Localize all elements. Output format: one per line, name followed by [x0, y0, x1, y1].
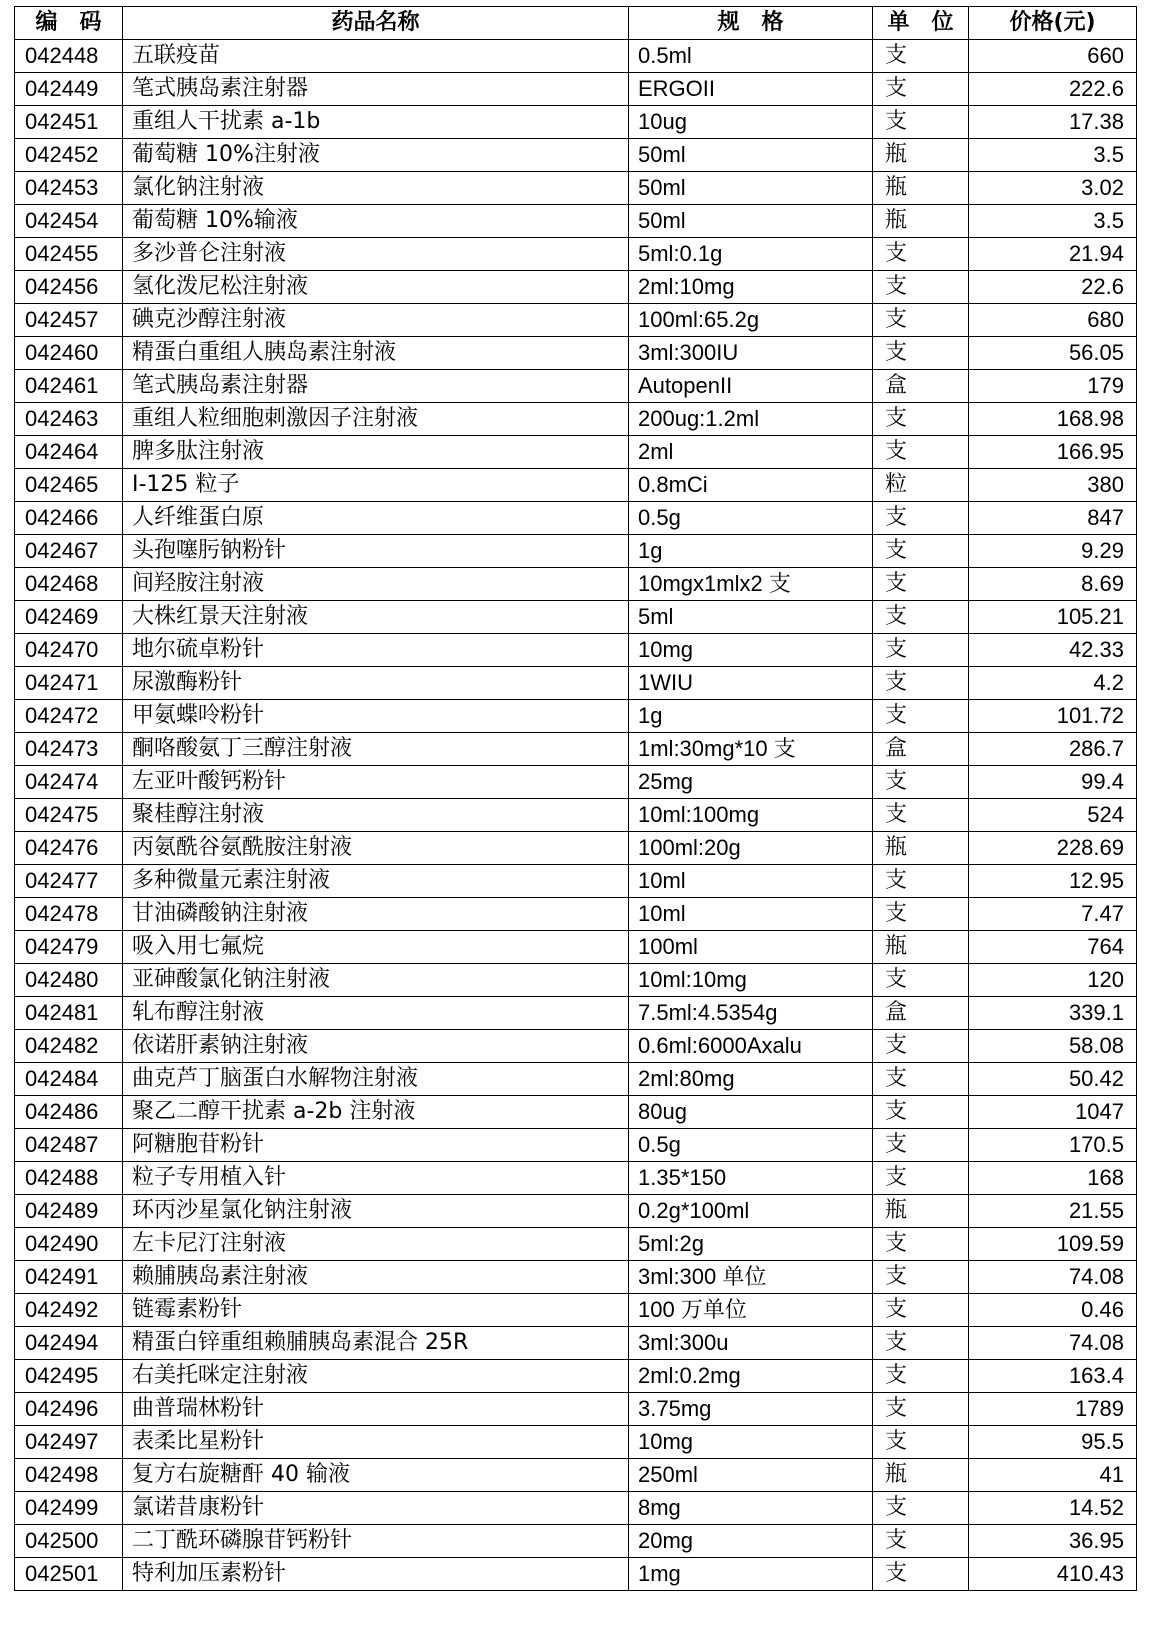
price-sheet — [14, 6, 1136, 1591]
cell-spec: 1g — [629, 700, 873, 733]
cell-code: 042479 — [15, 931, 123, 964]
cell-name: 赖脯胰岛素注射液 — [123, 1261, 629, 1294]
table-row — [15, 1558, 1137, 1591]
cell-spec: 25mg — [629, 766, 873, 799]
table-row — [15, 634, 1137, 667]
table-row — [15, 997, 1137, 1030]
table-row — [15, 172, 1137, 205]
cell-unit: 盒 — [873, 733, 969, 766]
table-header-row — [15, 7, 1137, 40]
cell-name: 笔式胰岛素注射器 — [123, 370, 629, 403]
cell-code: 042457 — [15, 304, 123, 337]
cell-price: 170.5 — [969, 1129, 1137, 1162]
cell-spec: 200ug:1.2ml — [629, 403, 873, 436]
cell-unit: 支 — [873, 502, 969, 535]
cell-spec: 10ml — [629, 898, 873, 931]
table-row — [15, 205, 1137, 238]
cell-code: 042495 — [15, 1360, 123, 1393]
cell-price: 41 — [969, 1459, 1137, 1492]
table-row — [15, 1327, 1137, 1360]
cell-price: 120 — [969, 964, 1137, 997]
cell-name: 甘油磷酸钠注射液 — [123, 898, 629, 931]
cell-price: 0.46 — [969, 1294, 1137, 1327]
cell-code: 042464 — [15, 436, 123, 469]
table-row — [15, 535, 1137, 568]
cell-spec: 3ml:300 单位 — [629, 1261, 873, 1294]
cell-spec: 250ml — [629, 1459, 873, 1492]
cell-unit: 支 — [873, 304, 969, 337]
cell-price: 95.5 — [969, 1426, 1137, 1459]
table-row — [15, 304, 1137, 337]
cell-spec: 0.5g — [629, 1129, 873, 1162]
cell-code: 042500 — [15, 1525, 123, 1558]
table-row — [15, 403, 1137, 436]
cell-spec: 5ml:2g — [629, 1228, 873, 1261]
cell-spec: 100 万单位 — [629, 1294, 873, 1327]
cell-name: 精蛋白重组人胰岛素注射液 — [123, 337, 629, 370]
cell-spec: 2ml — [629, 436, 873, 469]
cell-unit: 支 — [873, 238, 969, 271]
cell-spec: 8mg — [629, 1492, 873, 1525]
cell-code: 042471 — [15, 667, 123, 700]
cell-name: 吸入用七氟烷 — [123, 931, 629, 964]
cell-name: 依诺肝素钠注射液 — [123, 1030, 629, 1063]
table-row — [15, 964, 1137, 997]
header-name: 药品名称 — [123, 7, 629, 40]
table-row — [15, 733, 1137, 766]
cell-unit: 支 — [873, 436, 969, 469]
drug-price-table — [14, 6, 1137, 1591]
cell-price: 286.7 — [969, 733, 1137, 766]
cell-spec: 10ml — [629, 865, 873, 898]
cell-spec: 5ml — [629, 601, 873, 634]
cell-price: 168 — [969, 1162, 1137, 1195]
cell-unit: 支 — [873, 1096, 969, 1129]
cell-unit: 支 — [873, 799, 969, 832]
cell-price: 3.02 — [969, 172, 1137, 205]
cell-price: 50.42 — [969, 1063, 1137, 1096]
table-row — [15, 502, 1137, 535]
cell-spec: 50ml — [629, 205, 873, 238]
cell-code: 042501 — [15, 1558, 123, 1591]
cell-unit: 瓶 — [873, 205, 969, 238]
cell-unit: 支 — [873, 1261, 969, 1294]
table-row — [15, 1195, 1137, 1228]
cell-unit: 支 — [873, 1294, 969, 1327]
table-row — [15, 898, 1137, 931]
cell-name: 曲普瑞林粉针 — [123, 1393, 629, 1426]
cell-unit: 支 — [873, 1162, 969, 1195]
cell-code: 042488 — [15, 1162, 123, 1195]
cell-code: 042465 — [15, 469, 123, 502]
cell-spec: 10ug — [629, 106, 873, 139]
cell-code: 042475 — [15, 799, 123, 832]
cell-unit: 支 — [873, 766, 969, 799]
cell-name: 人纤维蛋白原 — [123, 502, 629, 535]
cell-spec: 2ml:80mg — [629, 1063, 873, 1096]
cell-spec: 10mg — [629, 634, 873, 667]
cell-unit: 支 — [873, 1525, 969, 1558]
cell-name: 二丁酰环磷腺苷钙粉针 — [123, 1525, 629, 1558]
cell-unit: 粒 — [873, 469, 969, 502]
cell-code: 042487 — [15, 1129, 123, 1162]
cell-price: 9.29 — [969, 535, 1137, 568]
cell-spec: 2ml:0.2mg — [629, 1360, 873, 1393]
cell-price: 22.6 — [969, 271, 1137, 304]
cell-price: 3.5 — [969, 139, 1137, 172]
table-body — [15, 40, 1137, 1591]
cell-price: 228.69 — [969, 832, 1137, 865]
cell-name: 尿激酶粉针 — [123, 667, 629, 700]
cell-name: 环丙沙星氯化钠注射液 — [123, 1195, 629, 1228]
cell-unit: 支 — [873, 1129, 969, 1162]
table-row — [15, 1096, 1137, 1129]
cell-name: 地尔硫卓粉针 — [123, 634, 629, 667]
cell-unit: 支 — [873, 634, 969, 667]
cell-spec: 3ml:300u — [629, 1327, 873, 1360]
cell-price: 847 — [969, 502, 1137, 535]
cell-name: 甲氨蝶呤粉针 — [123, 700, 629, 733]
cell-code: 042472 — [15, 700, 123, 733]
cell-spec: 100ml:65.2g — [629, 304, 873, 337]
cell-unit: 支 — [873, 700, 969, 733]
cell-code: 042480 — [15, 964, 123, 997]
cell-price: 222.6 — [969, 73, 1137, 106]
cell-price: 680 — [969, 304, 1137, 337]
cell-unit: 支 — [873, 1492, 969, 1525]
table-row — [15, 1063, 1137, 1096]
cell-price: 179 — [969, 370, 1137, 403]
table-row — [15, 1393, 1137, 1426]
cell-price: 74.08 — [969, 1261, 1137, 1294]
cell-unit: 瓶 — [873, 1459, 969, 1492]
cell-spec: 1g — [629, 535, 873, 568]
cell-code: 042489 — [15, 1195, 123, 1228]
cell-code: 042491 — [15, 1261, 123, 1294]
table-row — [15, 667, 1137, 700]
cell-unit: 支 — [873, 1327, 969, 1360]
cell-name: 脾多肽注射液 — [123, 436, 629, 469]
table-row — [15, 73, 1137, 106]
table-row — [15, 271, 1137, 304]
cell-unit: 瓶 — [873, 139, 969, 172]
cell-name: 聚乙二醇干扰素 a-2b 注射液 — [123, 1096, 629, 1129]
cell-unit: 支 — [873, 1393, 969, 1426]
table-row — [15, 1030, 1137, 1063]
cell-name: 左亚叶酸钙粉针 — [123, 766, 629, 799]
cell-price: 7.47 — [969, 898, 1137, 931]
cell-name: 氢化泼尼松注射液 — [123, 271, 629, 304]
cell-name: 五联疫苗 — [123, 40, 629, 73]
cell-unit: 盒 — [873, 370, 969, 403]
table-row — [15, 1129, 1137, 1162]
cell-name: 酮咯酸氨丁三醇注射液 — [123, 733, 629, 766]
cell-spec: 10ml:100mg — [629, 799, 873, 832]
cell-name: 左卡尼汀注射液 — [123, 1228, 629, 1261]
cell-spec: 7.5ml:4.5354g — [629, 997, 873, 1030]
cell-unit: 支 — [873, 1063, 969, 1096]
cell-code: 042492 — [15, 1294, 123, 1327]
cell-code: 042494 — [15, 1327, 123, 1360]
cell-price: 12.95 — [969, 865, 1137, 898]
cell-price: 660 — [969, 40, 1137, 73]
table-row — [15, 106, 1137, 139]
cell-code: 042451 — [15, 106, 123, 139]
cell-price: 17.38 — [969, 106, 1137, 139]
cell-unit: 支 — [873, 1360, 969, 1393]
cell-unit: 支 — [873, 568, 969, 601]
cell-code: 042499 — [15, 1492, 123, 1525]
header-code: 编 码 — [15, 7, 123, 40]
table-row — [15, 931, 1137, 964]
cell-spec: 1WIU — [629, 667, 873, 700]
cell-code: 042469 — [15, 601, 123, 634]
cell-code: 042454 — [15, 205, 123, 238]
header-unit: 单 位 — [873, 7, 969, 40]
cell-name: 氯诺昔康粉针 — [123, 1492, 629, 1525]
table-row — [15, 700, 1137, 733]
cell-price: 1789 — [969, 1393, 1137, 1426]
table-row — [15, 436, 1137, 469]
cell-name: 精蛋白锌重组赖脯胰岛素混合 25R — [123, 1327, 629, 1360]
cell-name: 大株红景天注射液 — [123, 601, 629, 634]
cell-spec: 10ml:10mg — [629, 964, 873, 997]
cell-name: 多沙普仑注射液 — [123, 238, 629, 271]
cell-unit: 瓶 — [873, 172, 969, 205]
cell-spec: 100ml:20g — [629, 832, 873, 865]
cell-code: 042461 — [15, 370, 123, 403]
cell-price: 380 — [969, 469, 1137, 502]
table-row — [15, 1228, 1137, 1261]
table-row — [15, 40, 1137, 73]
cell-unit: 瓶 — [873, 1195, 969, 1228]
cell-code: 042473 — [15, 733, 123, 766]
cell-price: 36.95 — [969, 1525, 1137, 1558]
cell-price: 163.4 — [969, 1360, 1137, 1393]
cell-spec: 50ml — [629, 172, 873, 205]
cell-code: 042486 — [15, 1096, 123, 1129]
cell-code: 042463 — [15, 403, 123, 436]
cell-name: 表柔比星粉针 — [123, 1426, 629, 1459]
cell-price: 8.69 — [969, 568, 1137, 601]
table-row — [15, 601, 1137, 634]
cell-price: 764 — [969, 931, 1137, 964]
cell-name: 链霉素粉针 — [123, 1294, 629, 1327]
cell-price: 410.43 — [969, 1558, 1137, 1591]
table-row — [15, 337, 1137, 370]
cell-spec: 5ml:0.1g — [629, 238, 873, 271]
cell-spec: 2ml:10mg — [629, 271, 873, 304]
cell-code: 042456 — [15, 271, 123, 304]
cell-unit: 支 — [873, 535, 969, 568]
cell-code: 042455 — [15, 238, 123, 271]
cell-name: 粒子专用植入针 — [123, 1162, 629, 1195]
table-row — [15, 139, 1137, 172]
cell-spec: 1mg — [629, 1558, 873, 1591]
cell-spec: 80ug — [629, 1096, 873, 1129]
cell-price: 42.33 — [969, 634, 1137, 667]
cell-name: 氯化钠注射液 — [123, 172, 629, 205]
cell-name: 重组人粒细胞刺激因子注射液 — [123, 403, 629, 436]
cell-unit: 支 — [873, 964, 969, 997]
table-row — [15, 1294, 1137, 1327]
cell-code: 042452 — [15, 139, 123, 172]
cell-code: 042478 — [15, 898, 123, 931]
cell-code: 042477 — [15, 865, 123, 898]
cell-price: 524 — [969, 799, 1137, 832]
header-spec: 规 格 — [629, 7, 873, 40]
cell-code: 042474 — [15, 766, 123, 799]
cell-name: 头孢噻肟钠粉针 — [123, 535, 629, 568]
cell-code: 042449 — [15, 73, 123, 106]
table-row — [15, 1492, 1137, 1525]
cell-unit: 支 — [873, 1030, 969, 1063]
cell-code: 042481 — [15, 997, 123, 1030]
cell-spec: 3.75mg — [629, 1393, 873, 1426]
cell-spec: 1ml:30mg*10 支 — [629, 733, 873, 766]
table-row — [15, 1459, 1137, 1492]
cell-spec: 0.5g — [629, 502, 873, 535]
cell-price: 109.59 — [969, 1228, 1137, 1261]
cell-name: I-125 粒子 — [123, 469, 629, 502]
cell-price: 21.55 — [969, 1195, 1137, 1228]
cell-unit: 支 — [873, 601, 969, 634]
cell-unit: 盒 — [873, 997, 969, 1030]
table-row — [15, 865, 1137, 898]
cell-unit: 瓶 — [873, 832, 969, 865]
cell-name: 丙氨酰谷氨酰胺注射液 — [123, 832, 629, 865]
cell-unit: 支 — [873, 403, 969, 436]
cell-code: 042453 — [15, 172, 123, 205]
cell-code: 042482 — [15, 1030, 123, 1063]
cell-name: 葡萄糖 10%输液 — [123, 205, 629, 238]
cell-name: 笔式胰岛素注射器 — [123, 73, 629, 106]
cell-spec: 3ml:300IU — [629, 337, 873, 370]
cell-name: 重组人干扰素 a-1b — [123, 106, 629, 139]
cell-code: 042496 — [15, 1393, 123, 1426]
cell-price: 14.52 — [969, 1492, 1137, 1525]
cell-name: 曲克芦丁脑蛋白水解物注射液 — [123, 1063, 629, 1096]
cell-spec: 50ml — [629, 139, 873, 172]
cell-spec: 100ml — [629, 931, 873, 964]
cell-spec: 1.35*150 — [629, 1162, 873, 1195]
cell-price: 4.2 — [969, 667, 1137, 700]
cell-unit: 支 — [873, 1558, 969, 1591]
cell-price: 99.4 — [969, 766, 1137, 799]
cell-unit: 支 — [873, 106, 969, 139]
cell-name: 多种微量元素注射液 — [123, 865, 629, 898]
cell-name: 间羟胺注射液 — [123, 568, 629, 601]
cell-price: 101.72 — [969, 700, 1137, 733]
table-row — [15, 1162, 1137, 1195]
cell-spec: 0.5ml — [629, 40, 873, 73]
cell-code: 042460 — [15, 337, 123, 370]
cell-name: 葡萄糖 10%注射液 — [123, 139, 629, 172]
cell-code: 042476 — [15, 832, 123, 865]
cell-unit: 支 — [873, 73, 969, 106]
table-row — [15, 568, 1137, 601]
cell-code: 042468 — [15, 568, 123, 601]
cell-spec: 10mg — [629, 1426, 873, 1459]
header-price: 价格(元) — [969, 7, 1137, 40]
table-row — [15, 766, 1137, 799]
table-row — [15, 1426, 1137, 1459]
cell-name: 亚砷酸氯化钠注射液 — [123, 964, 629, 997]
cell-price: 74.08 — [969, 1327, 1137, 1360]
cell-price: 1047 — [969, 1096, 1137, 1129]
cell-code: 042498 — [15, 1459, 123, 1492]
cell-spec: 0.2g*100ml — [629, 1195, 873, 1228]
cell-unit: 支 — [873, 271, 969, 304]
cell-name: 碘克沙醇注射液 — [123, 304, 629, 337]
cell-name: 阿糖胞苷粉针 — [123, 1129, 629, 1162]
table-row — [15, 238, 1137, 271]
cell-spec: AutopenII — [629, 370, 873, 403]
cell-spec: 0.8mCi — [629, 469, 873, 502]
cell-price: 3.5 — [969, 205, 1137, 238]
cell-price: 56.05 — [969, 337, 1137, 370]
table-row — [15, 832, 1137, 865]
cell-name: 轧布醇注射液 — [123, 997, 629, 1030]
cell-code: 042466 — [15, 502, 123, 535]
cell-price: 168.98 — [969, 403, 1137, 436]
cell-unit: 支 — [873, 1426, 969, 1459]
cell-price: 339.1 — [969, 997, 1137, 1030]
cell-price: 21.94 — [969, 238, 1137, 271]
cell-unit: 支 — [873, 865, 969, 898]
cell-name: 聚桂醇注射液 — [123, 799, 629, 832]
cell-price: 58.08 — [969, 1030, 1137, 1063]
table-row — [15, 799, 1137, 832]
cell-unit: 支 — [873, 337, 969, 370]
cell-price: 105.21 — [969, 601, 1137, 634]
cell-unit: 支 — [873, 1228, 969, 1261]
cell-name: 右美托咪定注射液 — [123, 1360, 629, 1393]
cell-spec: 20mg — [629, 1525, 873, 1558]
cell-spec: 10mgx1mlx2 支 — [629, 568, 873, 601]
cell-code: 042467 — [15, 535, 123, 568]
cell-unit: 支 — [873, 40, 969, 73]
cell-unit: 支 — [873, 898, 969, 931]
cell-spec: ERGOII — [629, 73, 873, 106]
cell-unit: 瓶 — [873, 931, 969, 964]
cell-name: 复方右旋糖酐 40 输液 — [123, 1459, 629, 1492]
cell-name: 特利加压素粉针 — [123, 1558, 629, 1591]
table-row — [15, 469, 1137, 502]
table-row — [15, 1261, 1137, 1294]
cell-spec: 0.6ml:6000Axalu — [629, 1030, 873, 1063]
cell-code: 042490 — [15, 1228, 123, 1261]
cell-code: 042497 — [15, 1426, 123, 1459]
table-row — [15, 1525, 1137, 1558]
cell-code: 042448 — [15, 40, 123, 73]
cell-unit: 支 — [873, 667, 969, 700]
cell-price: 166.95 — [969, 436, 1137, 469]
cell-code: 042484 — [15, 1063, 123, 1096]
table-row — [15, 1360, 1137, 1393]
cell-code: 042470 — [15, 634, 123, 667]
table-row — [15, 370, 1137, 403]
